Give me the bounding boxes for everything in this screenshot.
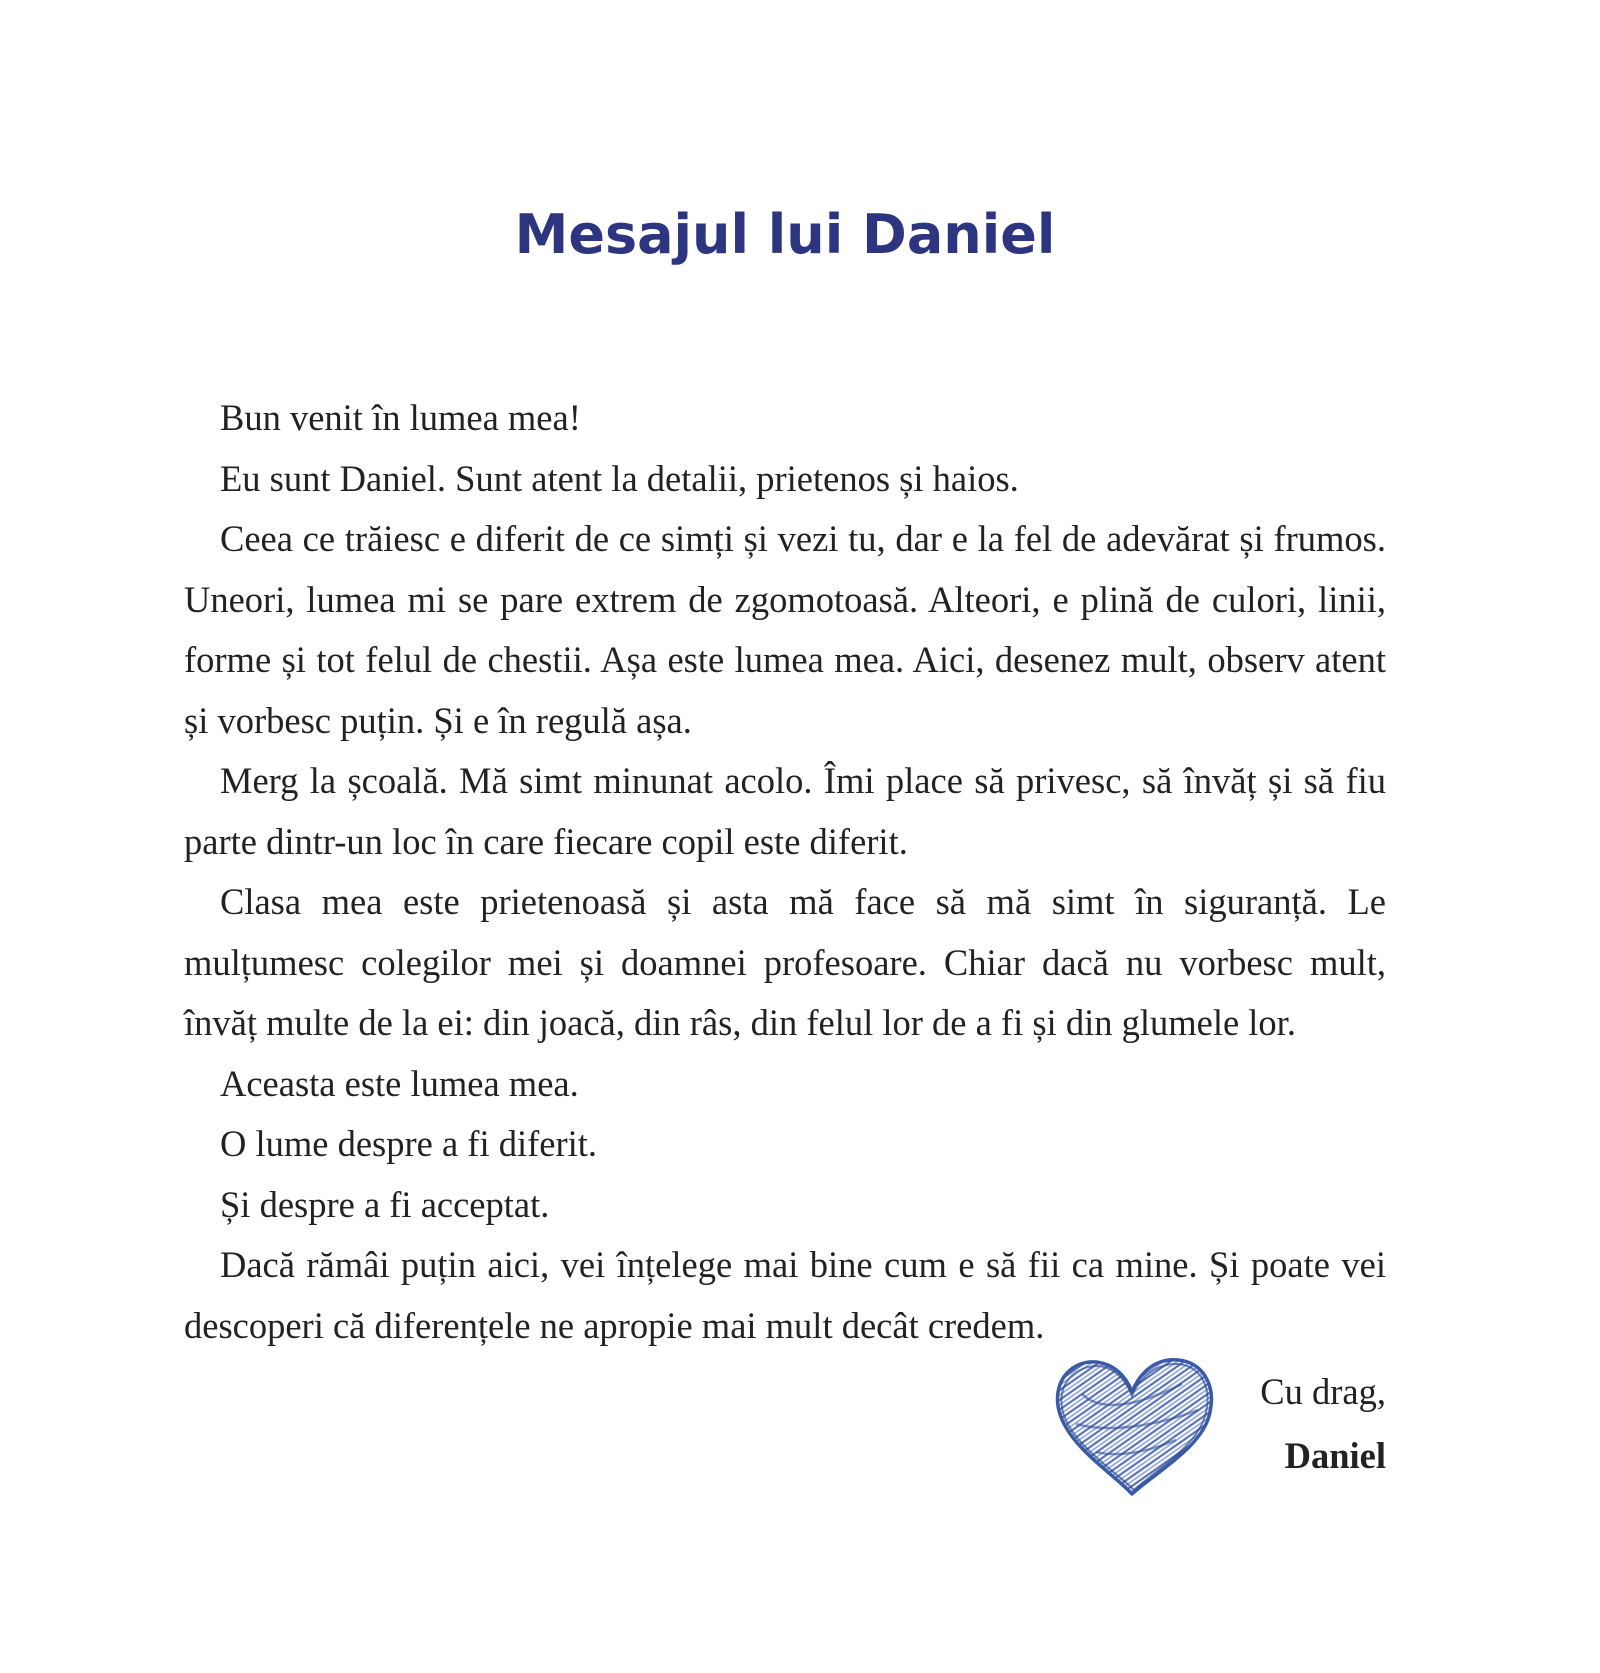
paragraph-welcome: Bun venit în lumea mea! <box>220 397 581 438</box>
page-title: Mesajul lui Daniel <box>514 203 1056 266</box>
letter-body <box>184 388 1386 1356</box>
paragraph-intro: Eu sunt Daniel. Sunt atent la detalii, prietenos și haios. <box>220 457 1019 499</box>
paragraph-class: Clasa mea este prietenoasă și asta mă face să mă simt în siguranță. Le mulțumesc colegilor mei și doamnei profesoare. Chiar dacă nu vorbesc mult, învăț multe de la ei: din joacă, din râs, din felul lor de a fi și din glumele lor. <box>184 881 1386 1043</box>
signoff-name: Daniel <box>1284 1435 1386 1476</box>
heart-icon <box>1052 1354 1218 1502</box>
paragraph-accepted: Și despre a fi acceptat. <box>220 1183 550 1225</box>
paragraph-world: Ceea ce trăiesc e diferit de ce simți și vezi tu, dar e la fel de adevărat și frumos. Uneori, lumea mi se pare extrem de zgomotoasă. Alteori, e plină de culori, linii, forme și tot felul de chestii. Așa este lumea mea. Aici, desenez mult, observ atent și vorbesc puțin. Și e în regulă așa. <box>184 518 1386 741</box>
paragraph-different: O lume despre a fi diferit. <box>220 1123 598 1164</box>
signoff <box>1260 1360 1386 1488</box>
signoff-closing: Cu drag, <box>1260 1371 1386 1412</box>
paragraph-school: Merg la școală. Mă simt minunat acolo. Îmi place să privesc, să învăț și să fiu parte dintr-un loc în care fiecare copil este diferit. <box>184 760 1386 862</box>
paragraph-this-world: Aceasta este lumea mea. <box>220 1062 579 1104</box>
paragraph-closing: Dacă rămâi puțin aici, vei înțelege mai bine cum e să fii ca mine. Și poate vei descoperi că diferențele ne apropie mai mult decât credem. <box>184 1244 1386 1346</box>
